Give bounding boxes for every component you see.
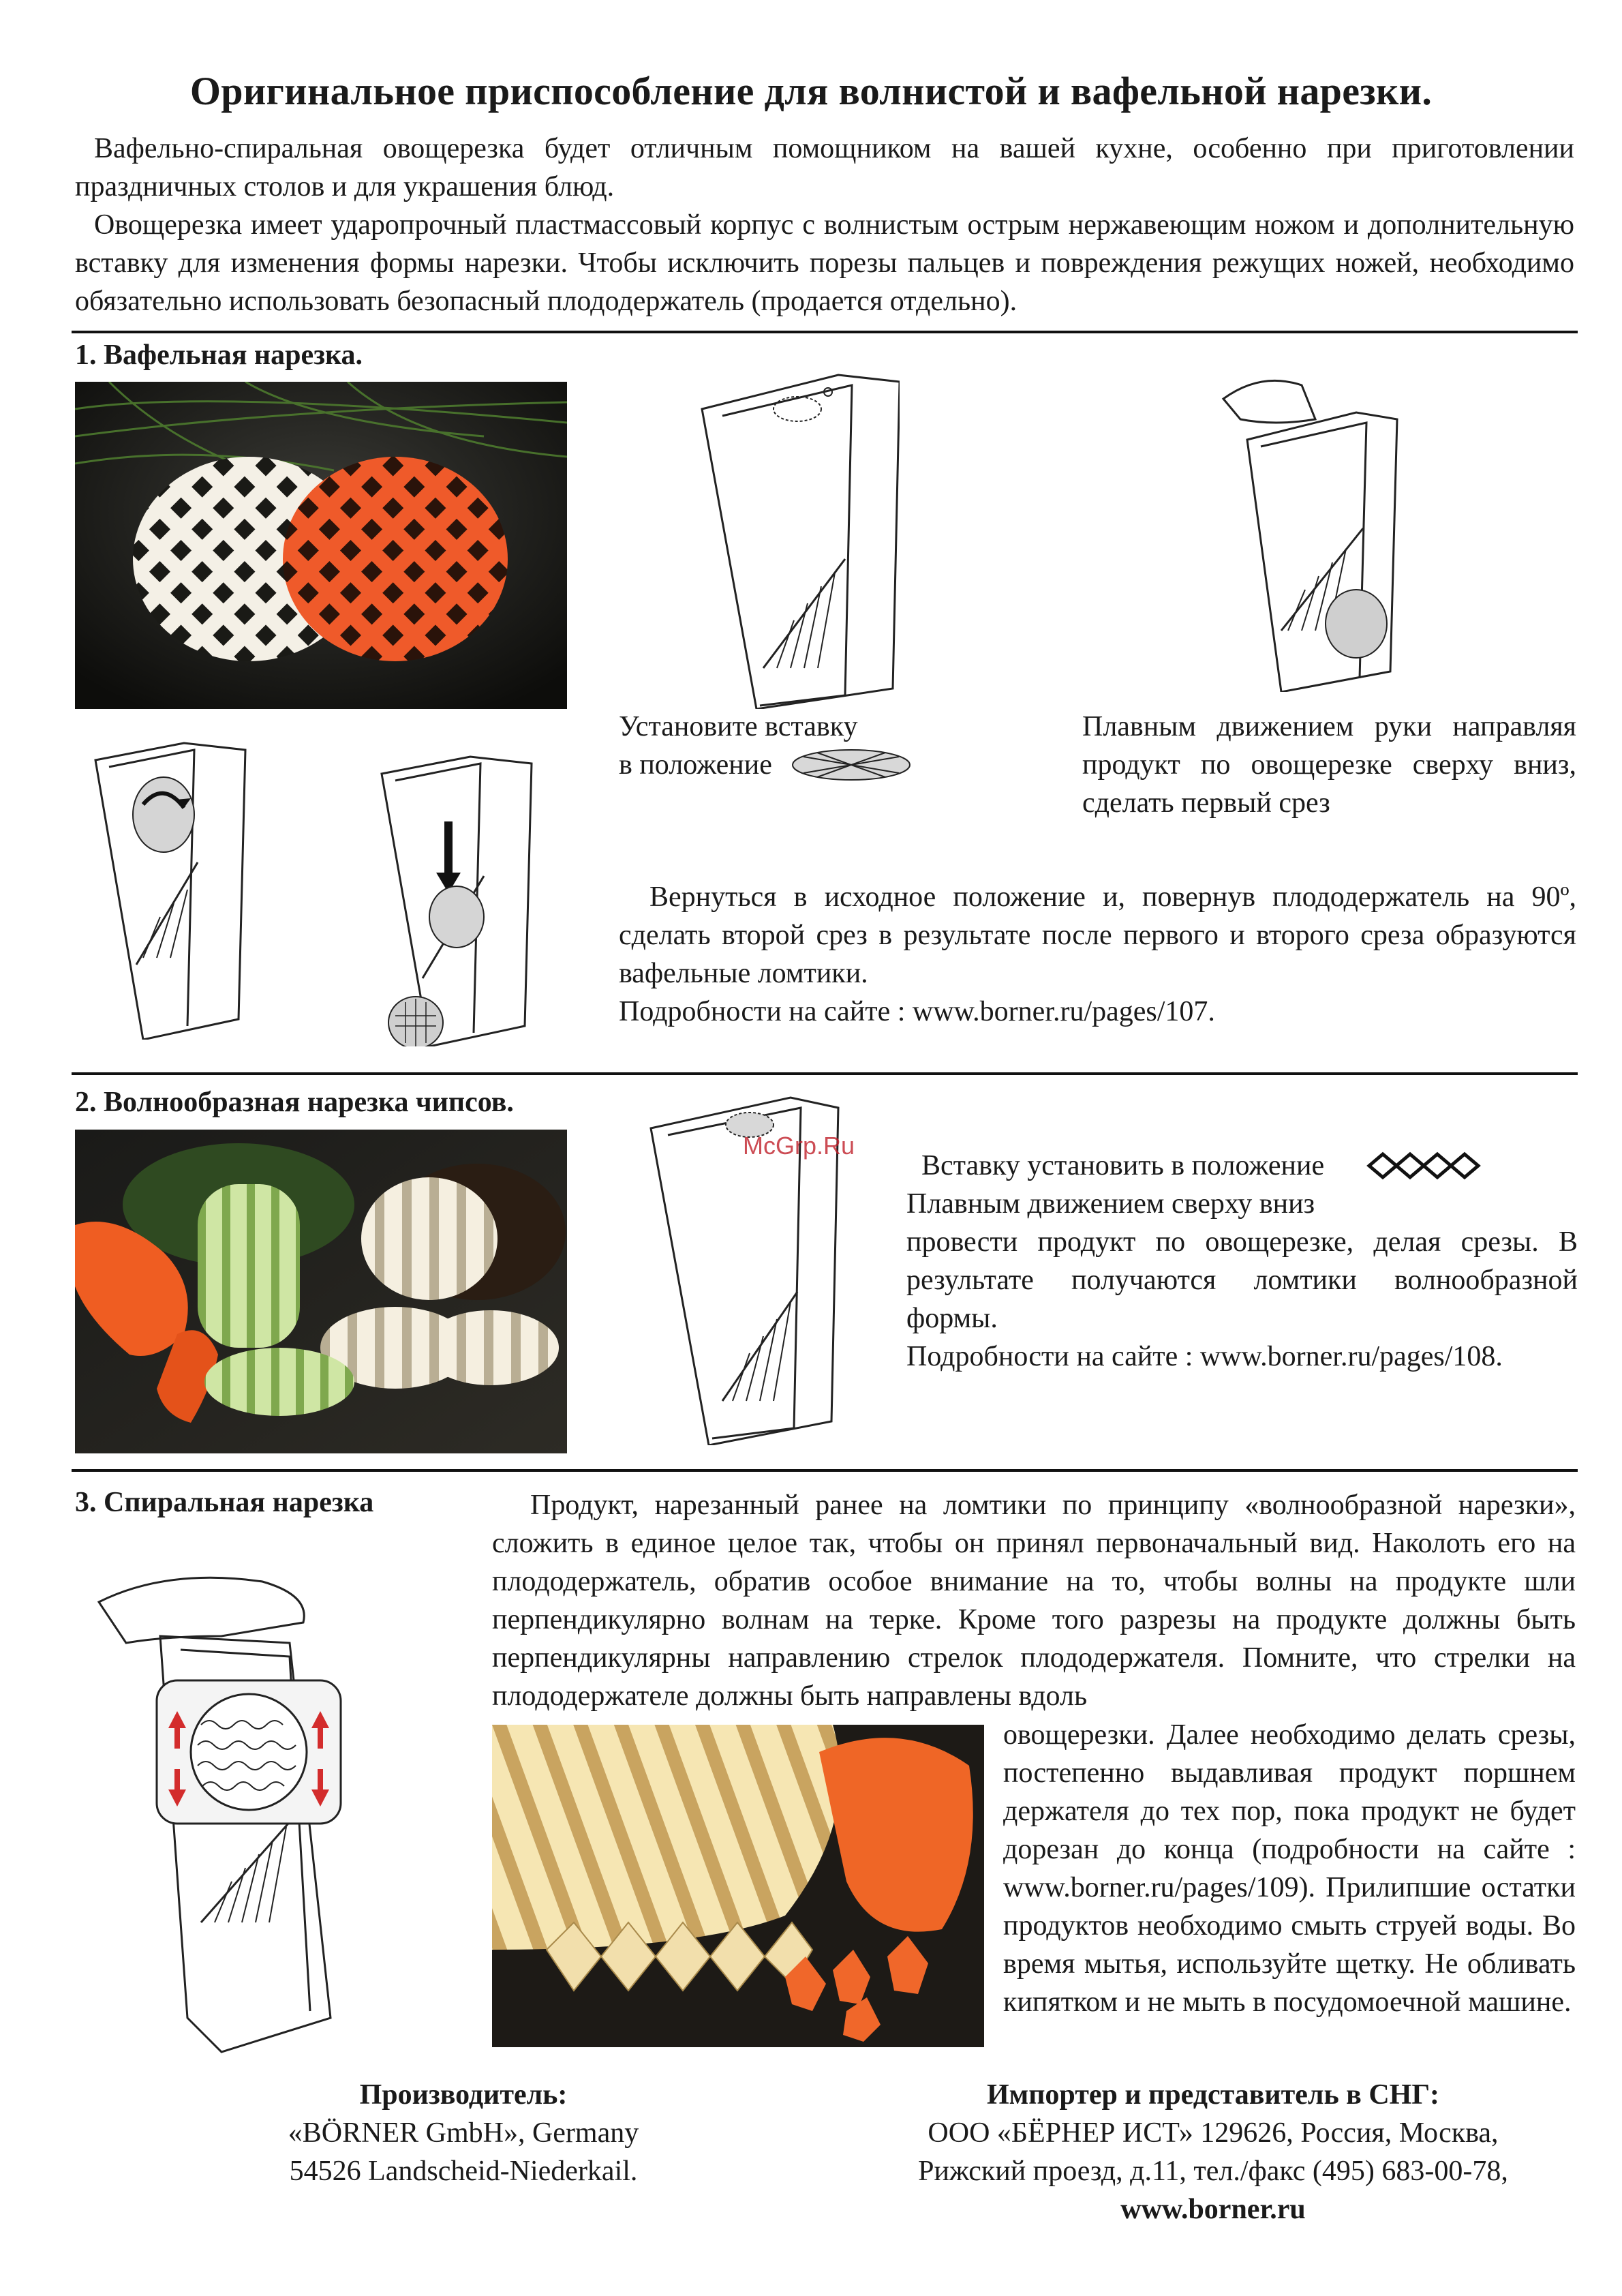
- importer-block: [852, 2076, 1574, 2229]
- spiral-holder-diagram: [85, 1541, 378, 2059]
- intro-paragraph-1: Вафельно-спиральная овощерезка будет отличным помощником на вашей кухне, особенно при приготовлении праздничных столов и для украшения блюд.: [75, 133, 1574, 202]
- waffle-slices-photo: [75, 382, 567, 709]
- spiral-slices-photo: [492, 1725, 984, 2047]
- section2-text: [906, 1147, 1578, 1376]
- first-cut-text: Плавным движением руки направляя продукт по овощерезке сверху вниз, сделать первый срез: [1082, 711, 1576, 819]
- wavy-chips-photo: [75, 1130, 567, 1453]
- insert-text-2: в положение: [619, 749, 772, 781]
- importer-line-1: ООО «БЁРНЕР ИСТ» 129626, Россия, Москва,: [928, 2117, 1499, 2149]
- return-text: Вернуться в исходное положение и, повернув плододержатель на 90º, сделать второй срез в результате после первого и второго среза образуются вафельные ломтики.: [619, 881, 1576, 989]
- slicer-diagram-rotate: [89, 740, 252, 1040]
- manufacturer-line-2: 54526 Landscheid-Niederkail.: [289, 2156, 638, 2187]
- section1-title: 1. Вафельная нарезка.: [75, 339, 363, 371]
- slicer-diagram-second-cut: [375, 753, 538, 1046]
- wavy-insert-icon: [1362, 1149, 1492, 1183]
- section3-side-text: овощерезки. Далее необходимо делать срезы, постепенно выдавливая продукт поршнем держателя до тех пор, пока продукт не будет дорезан до конца (подробности на сайте : www.borner.ru/pages/109). Прилипшие остатки продуктов необходимо смыть струей воды. Во время мытья, используйте щетку. Не обливать кипятком и не мыть в посудомоечной машине.: [1003, 1719, 1576, 2018]
- importer-line-2: Рижский проезд, д.11, тел./факс (495) 683-00-78,: [918, 2156, 1508, 2187]
- divider-1: [72, 331, 1578, 333]
- section2-rest: провести продукт по овощерезке, делая срезы. В результате получаются ломтики волнообразной формы.: [906, 1226, 1578, 1334]
- manufacturer-block: [204, 2076, 722, 2190]
- section2-line-2: Плавным движением сверху вниз: [906, 1188, 1315, 1220]
- section2-title: 2. Волнообразная нарезка чипсов.: [75, 1087, 514, 1118]
- watermark: McGrp.Ru: [743, 1132, 855, 1160]
- slicer-diagram-insert: [695, 368, 900, 709]
- waffle-insert-icon: [790, 747, 913, 783]
- section2-line-1: Вставку установить в положение: [921, 1150, 1325, 1181]
- divider-2: [72, 1072, 1578, 1075]
- section3-title: 3. Спиральная нарезка: [75, 1487, 374, 1518]
- divider-3: [72, 1469, 1578, 1472]
- manufacturer-title: Производитель:: [359, 2079, 568, 2111]
- insert-instruction: [619, 708, 1000, 784]
- importer-website: www.borner.ru: [1120, 2194, 1306, 2225]
- importer-title: Импортер и представитель в СНГ:: [986, 2079, 1440, 2111]
- manufacturer-line-1: «BÖRNER GmbH», Germany: [288, 2117, 639, 2149]
- section2-link: Подробности на сайте : www.borner.ru/pages/108.: [906, 1341, 1503, 1372]
- intro-paragraph-2: Овощерезка имеет ударопрочный пластмассовый корпус с волнистым острым нержавеющим ножом и дополнительную вставку для изменения формы нарезки. Чтобы исключить порезы пальцев и повреждения режущих ножей, необходимо обязательно использовать безопасный плододержатель (продается отдельно).: [75, 209, 1574, 317]
- section1-link: Подробности на сайте : www.borner.ru/pages/107.: [619, 996, 1215, 1027]
- section3-top-text: Продукт, нарезанный ранее на ломтики по принципу «волнообразной нарезки», сложить в единое целое так, чтобы он принял первоначальный вид. Наколоть его на плододержатель, обратив особое внимание на то, чтобы волны на продукте шли перпендикулярно волнам на терке. Кроме того разрезы на продукте должны быть перпендикулярны направлению стрелок плододержателя. Помните, что стрелки на плододержателе должны быть направлены вдоль: [492, 1490, 1576, 1712]
- intro: [75, 130, 1574, 320]
- slicer-diagram-first-cut: [1220, 372, 1424, 692]
- page-title: Оригинальное приспособление для волнистой и вафельной нарезки.: [189, 69, 1433, 113]
- insert-text-1: Установите вставку: [619, 711, 858, 742]
